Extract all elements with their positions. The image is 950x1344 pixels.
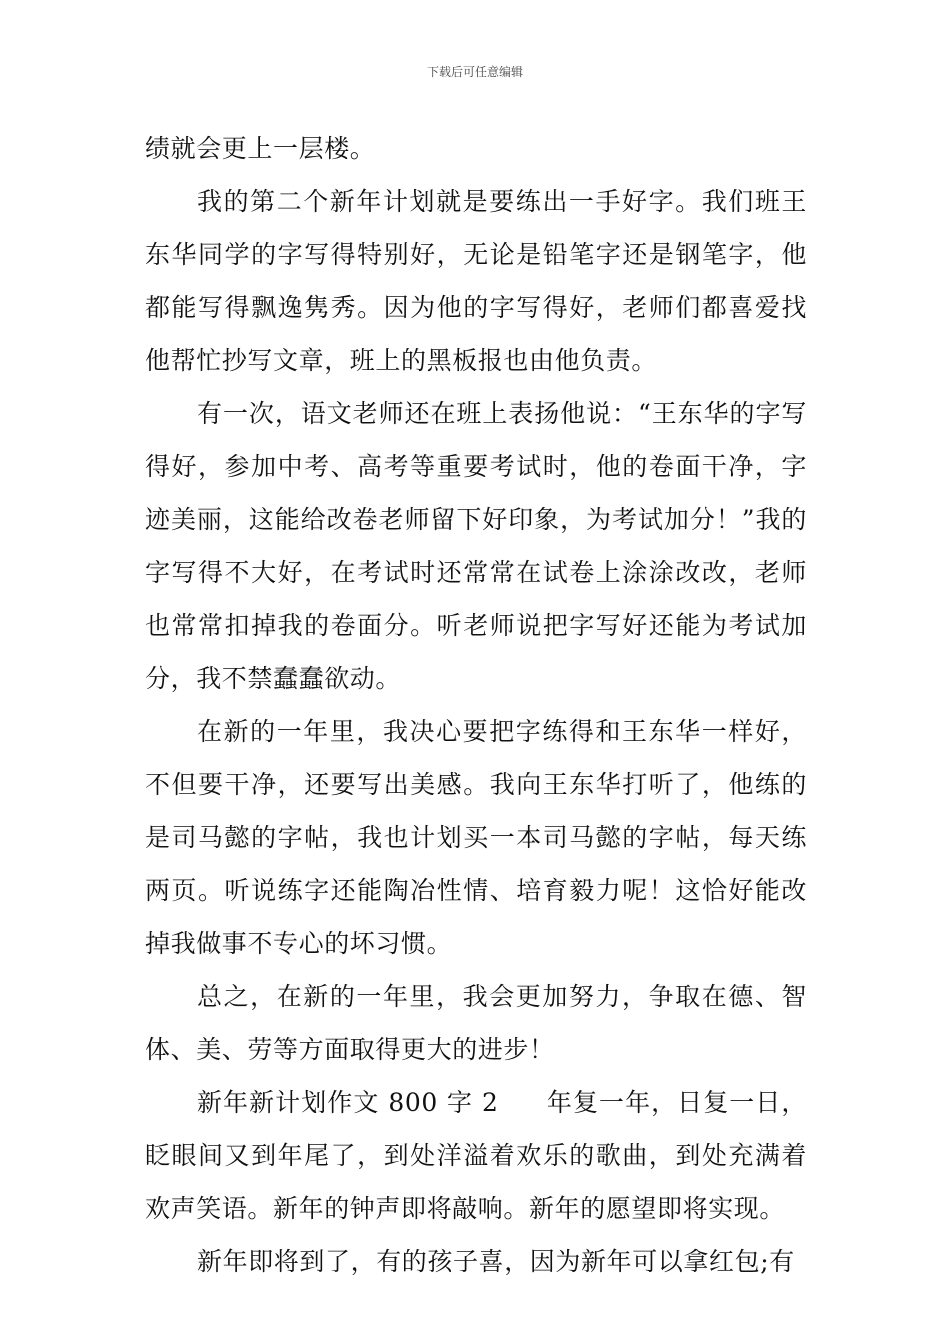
paragraph-essay-2 (145, 1076, 807, 1235)
paragraph-teacher-praise: 有一次，语文老师还在班上表扬他说：“王东华的字写得好，参加中考、高考等重要考试时，他的卷面干净，字迹美丽，这能给改卷老师留下好印象，为考试加分！”我的字写得不大好，在考试时还常常在试卷上涂涂改改，老师也常常扣掉我的卷面分。听老师说把字写好还能为考试加分，我不禁蠢蠢欲动。 (145, 399, 807, 693)
paragraph-continuation: 绩就会更上一层楼。 (145, 134, 376, 163)
document-body (145, 122, 807, 1288)
paragraph-calligraphy-plan: 我的第二个新年计划就是要练出一手好字。我们班王东华同学的字写得特别好，无论是铅笔字还是钢笔字，他都能写得飘逸隽秀。因为他的字写得好，老师们都喜爱找他帮忙抄写文章，班上的黑板报也由他负责。 (145, 187, 807, 375)
paragraph-last: 新年即将到了，有的孩子喜，因为新年可以拿红包;有 (197, 1247, 795, 1276)
page-header: 下载后可任意编辑 (426, 65, 523, 79)
paragraph-new-year-resolution: 在新的一年里，我决心要把字练得和王东华一样好，不但要干净，还要写出美感。我向王东华打听了，他练的是司马懿的字帖，我也计划买一本司马懿的字帖，每天练两页。听说练字还能陶冶性情、培育毅力呢！这恰好能改掉我做事不专心的坏习惯。 (145, 717, 807, 958)
essay-2-text: 年复一年，日复一日，眨眼间又到年尾了，到处洋溢着欢乐的歌曲，到处充满着欢声笑语。新年的钟声即将敲响。新年的愿望即将实现。 (145, 1088, 807, 1223)
essay-2-title: 新年新计划作文 800 字 2 (197, 1088, 499, 1117)
paragraph-summary: 总之，在新的一年里，我会更加努力，争取在德、智体、美、劳等方面取得更大的进步！ (145, 982, 807, 1064)
